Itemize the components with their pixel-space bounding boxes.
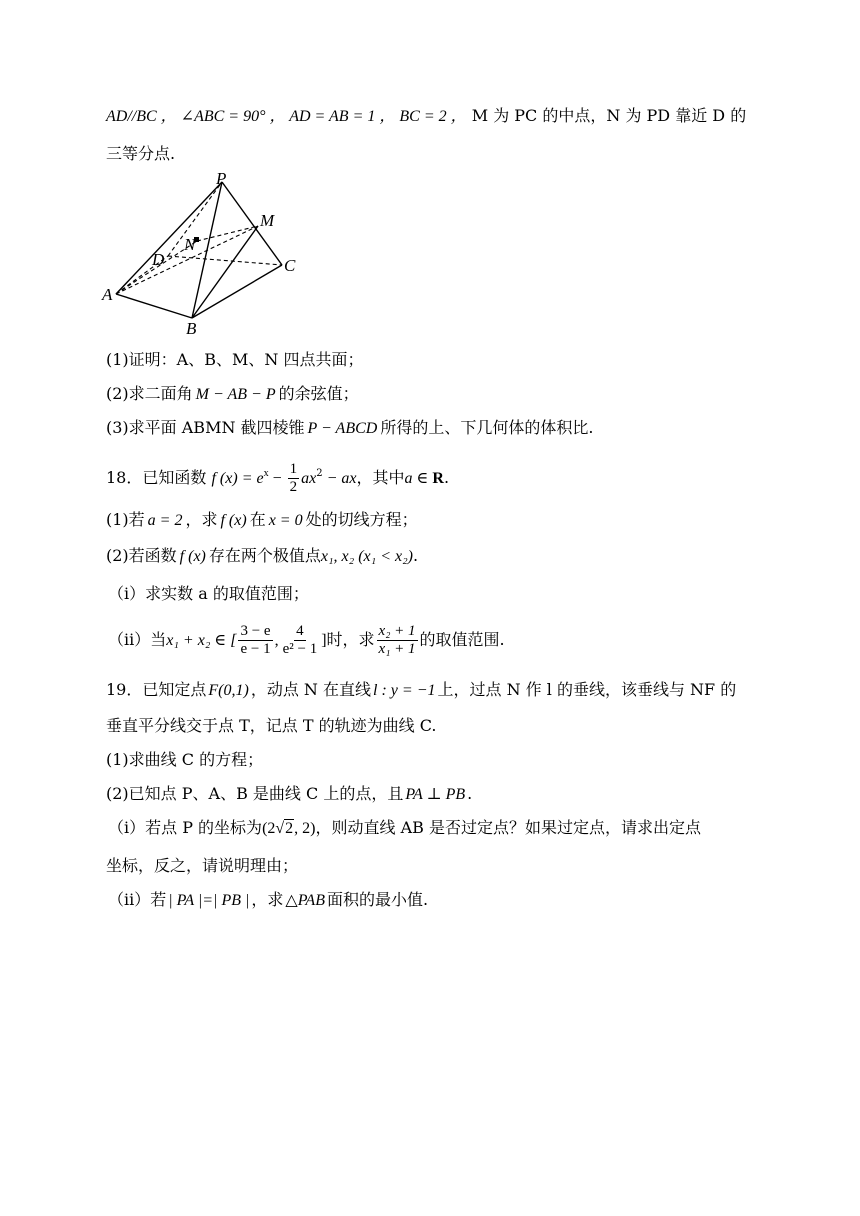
- q19-l-eq: l : y = −1: [373, 682, 436, 699]
- q18-exp-x: x: [263, 468, 269, 479]
- q18-sq: 2: [316, 468, 323, 479]
- q18-part2-ii: [108, 618, 505, 663]
- q17-line1-tail: M 为 PC 的中点，N 为 PD 靠近 D 的: [471, 106, 747, 125]
- q18-p1-f: f (x): [220, 512, 247, 529]
- q19-pi-coord-close: , 2): [294, 820, 316, 837]
- q19-p2-pre: (2)已知点 P、A、B 是曲线 C 上的点，且: [106, 784, 404, 803]
- q18-p2-post: .: [413, 546, 419, 565]
- q18-func-lhs: f (x) = e: [211, 470, 264, 487]
- q18-part1: [106, 510, 418, 531]
- label-D: D: [152, 250, 165, 269]
- q19-part2: [106, 784, 472, 805]
- label-C: C: [284, 256, 296, 275]
- q19-line1-pre: 已知定点: [142, 680, 207, 699]
- q18-number: 18．: [106, 468, 143, 487]
- q18-p2-pre: (2)若函数: [106, 546, 177, 565]
- q18-minus: −: [268, 470, 286, 487]
- q18-f1-num: 3 − e: [240, 623, 271, 639]
- q17-part1: (1)证明：A、B、M、N 四点共面；: [106, 350, 364, 369]
- q19-pi-sqrt-sign: √: [275, 820, 285, 837]
- q19-part2-i: [108, 818, 701, 839]
- label-P: P: [216, 170, 227, 188]
- q19-F: F(0,1): [208, 682, 249, 699]
- q18-frac3: [377, 623, 418, 658]
- q18-f3-den: x₁ + 1: [378, 641, 416, 657]
- q18-half-num: 1: [289, 461, 298, 477]
- label-B: B: [186, 319, 197, 338]
- q18-p2-pts: x₁, x₂ (x₁ < x₂): [320, 548, 413, 565]
- q18-p1-a: a = 2: [147, 512, 183, 529]
- q18-p1-post: 处的切线方程；: [305, 510, 418, 529]
- q18-R: R: [432, 470, 444, 487]
- q17-conditions: AD//BC ， ∠ABC = 90° ， AD = AB = 1 ， BC = 2 ，: [106, 108, 467, 125]
- q18-period: .: [443, 468, 450, 487]
- q17-part3-expr: P − ABCD: [307, 420, 378, 437]
- q18-half-den: 2: [289, 479, 298, 495]
- q19-pi-post: ，则动直线 AB 是否过定点？如果过定点，请求出定点: [315, 818, 701, 837]
- q19-pii-mid: ，求: [251, 890, 284, 909]
- q18-frac2: [281, 623, 320, 658]
- q19-pi-pre: （i）若点 P 的坐标为: [108, 818, 263, 837]
- q18-p2-f: f (x): [179, 548, 206, 565]
- q18-p1-pre: (1)若: [106, 510, 145, 529]
- q18-stem-mid: ，其中: [356, 468, 405, 487]
- q18-stem-pre: 已知函数: [142, 468, 207, 487]
- q19-p2-post: .: [467, 784, 473, 803]
- q19-pii-tri: △PAB: [285, 892, 325, 909]
- q18-p2ii-mid: 时，求: [326, 630, 375, 649]
- label-N: N: [184, 235, 196, 254]
- q18-p2ii-close: ]: [321, 632, 327, 649]
- q19-part2-i-line2: 坐标，反之，请说明理由；: [106, 856, 299, 875]
- q18-tail-expr: − ax: [322, 470, 357, 487]
- q19-pii-expr: | PA |=| PB |: [168, 892, 250, 909]
- q17-part2: [106, 384, 359, 405]
- label-A: A: [102, 285, 113, 304]
- pyramid-figure: [100, 170, 310, 340]
- q18-p1-mid: ，求: [185, 510, 218, 529]
- q18-ax2: ax: [301, 470, 317, 487]
- q19-line1: [106, 680, 736, 701]
- q18-part2: [106, 546, 418, 567]
- q18-p2ii-post: 的取值范围.: [419, 630, 505, 649]
- q17-line2: 三等分点.: [106, 144, 176, 163]
- q17-part3-post: 所得的上、下几何体的体积比.: [380, 418, 594, 437]
- q18-p2ii-sum: x₁ + x₂ ∈ [: [166, 632, 237, 649]
- q18-p1-x: x = 0: [268, 512, 303, 529]
- q18-p1-mid2: 在: [249, 510, 266, 529]
- q19-pii-pre: （ii）若: [108, 890, 167, 909]
- q17-part3: [106, 418, 593, 439]
- q17-part2-post: 的余弦值；: [278, 384, 359, 403]
- edge-PA: [116, 182, 222, 294]
- q18-half-frac: [288, 461, 300, 496]
- q17-part3-pre: (3)求平面 ABMN 截四棱锥: [106, 418, 305, 437]
- q19-line1-post: 上，过点 N 作 l 的垂线，该垂线与 NF 的: [437, 680, 737, 699]
- q18-comma: ,: [274, 632, 279, 649]
- q19-p2-expr: PA ⊥ PB: [405, 786, 466, 803]
- q18-p2ii-pre: （ii）当: [108, 630, 167, 649]
- q18-f2-den: e² − 1: [282, 641, 318, 657]
- q18-frac1: [238, 623, 272, 658]
- q18-f2-num: 4: [296, 623, 304, 639]
- q18-part2-i: （i）求实数 a 的取值范围；: [108, 584, 309, 603]
- q18-a-in: a ∈: [404, 470, 433, 487]
- q19-part1: (1)求曲线 C 的方程；: [106, 750, 264, 769]
- edge-BC: [192, 265, 282, 318]
- q19-pi-coord-open: (2: [262, 820, 276, 837]
- label-M: M: [260, 211, 275, 230]
- q19-pi-sqrt: 2: [285, 820, 294, 837]
- q18-stem: [106, 454, 449, 499]
- q19-number: 19．: [106, 680, 143, 699]
- q18-f1-den: e − 1: [240, 641, 271, 657]
- q19-line2: 垂直平分线交于点 T，记点 T 的轨迹为曲线 C.: [106, 716, 437, 735]
- edge-DC: [168, 256, 282, 265]
- q19-line1-mid: ，动点 N 在直线: [250, 680, 372, 699]
- q19-pii-post: 面积的最小值.: [326, 890, 429, 909]
- q17-part2-expr: M − AB − P: [195, 386, 276, 403]
- q17-line1: [106, 106, 746, 127]
- q18-p2-mid: 存在两个极值点: [208, 546, 321, 565]
- edge-AB: [116, 294, 192, 318]
- q17-part2-pre: (2)求二面角: [106, 384, 193, 403]
- q19-part2-ii: [108, 890, 428, 911]
- q18-f3-num: x₂ + 1: [378, 623, 416, 639]
